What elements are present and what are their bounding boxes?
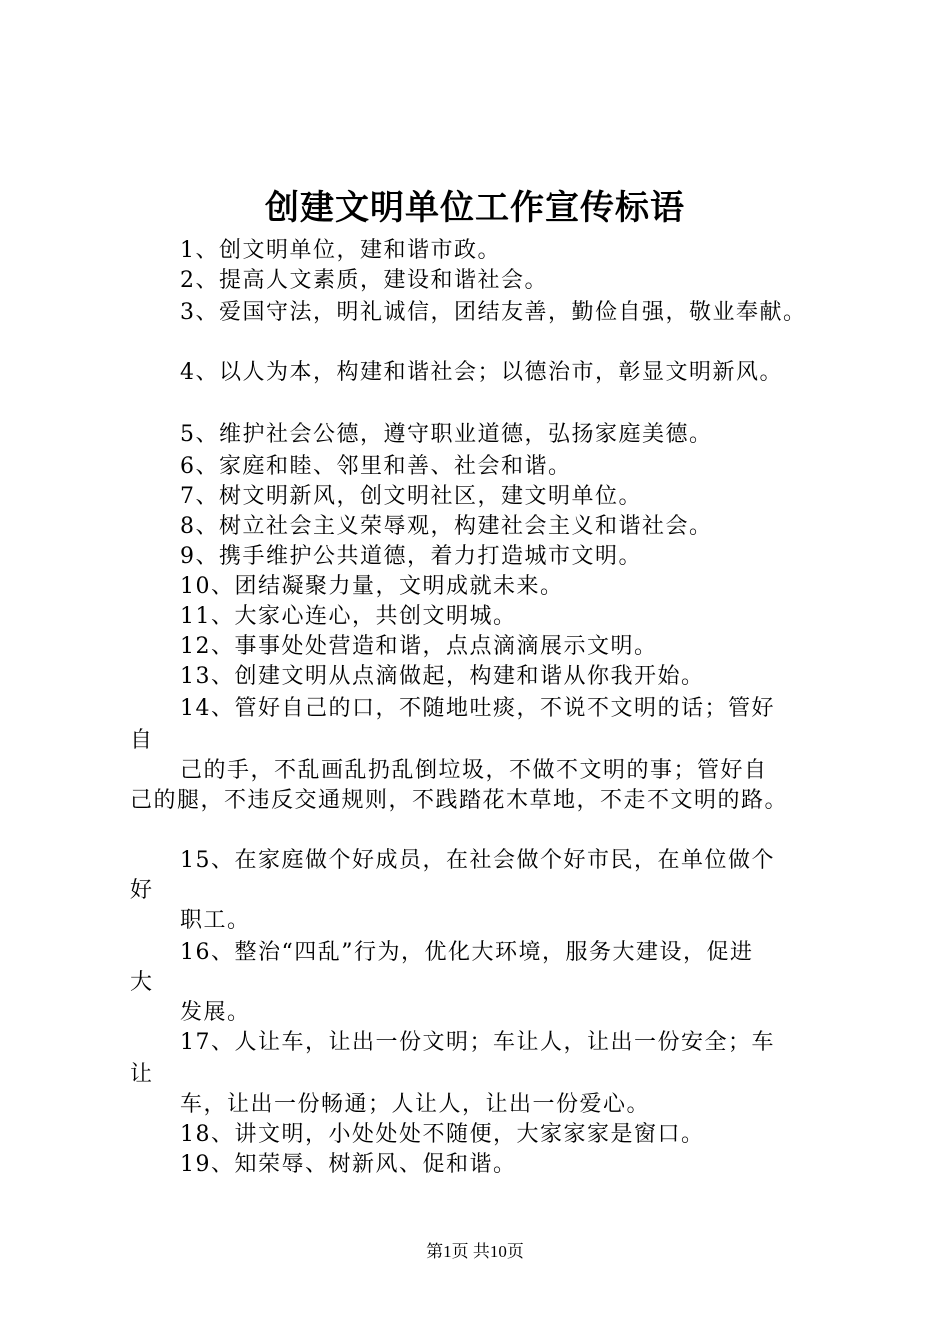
- slogan-line: 让: [130, 1062, 154, 1087]
- slogan-line: 14、管好自己的口，不随地吐痰，不说不文明的话；管好: [180, 696, 775, 721]
- slogan-line: 5、维护社会公德，遵守职业道德，弘扬家庭美德。: [180, 422, 713, 447]
- slogan-line: 16、整治“四乱”行为，优化大环境，服务大建设，促进: [180, 940, 754, 965]
- slogan-line: 11、大家心连心，共创文明城。: [180, 604, 517, 629]
- slogan-line: 发展。: [180, 1000, 251, 1025]
- slogan-line: 8、树立社会主义荣辱观，构建社会主义和谐社会。: [180, 514, 713, 539]
- slogan-line: 4、以人为本，构建和谐社会；以德治市，彰显文明新风。: [180, 360, 783, 385]
- page-number-footer: 第1页 共10页: [426, 1242, 524, 1261]
- slogan-line: 己的腿，不违反交通规则，不践踏花木草地，不走不文明的路。: [130, 788, 789, 813]
- slogan-line: 车，让出一份畅通；人让人，让出一份爱心。: [180, 1092, 651, 1117]
- slogan-line: 好: [130, 878, 154, 903]
- slogan-line: 大: [130, 970, 154, 995]
- slogan-line: 职工。: [180, 908, 251, 933]
- slogan-line: 12、事事处处营造和谐，点点滴滴展示文明。: [180, 634, 658, 659]
- slogan-line: 19、知荣辱、树新风、促和谐。: [180, 1152, 517, 1177]
- slogan-line: 13、创建文明从点滴做起，构建和谐从你我开始。: [180, 664, 705, 689]
- document-title: 创建文明单位工作宣传标语: [265, 188, 685, 228]
- slogan-line: 6、家庭和睦、邻里和善、社会和谐。: [180, 454, 572, 479]
- slogan-line: 17、人让车，让出一份文明；车让人，让出一份安全；车: [180, 1030, 775, 1055]
- slogan-line: 7、树文明新风，创文明社区，建文明单位。: [180, 484, 642, 509]
- slogan-line: 自: [130, 728, 154, 753]
- slogan-line: 己的手，不乱画乱扔乱倒垃圾，不做不文明的事；管好自: [180, 758, 768, 783]
- slogan-line: 3、爱国守法，明礼诚信，团结友善，勤俭自强，敬业奉献。: [180, 300, 807, 325]
- slogan-line: 18、讲文明，小处处处不随便，大家家家是窗口。: [180, 1122, 705, 1147]
- slogan-line: 1、创文明单位，建和谐市政。: [180, 238, 501, 263]
- slogan-line: 15、在家庭做个好成员，在社会做个好市民，在单位做个: [180, 848, 775, 873]
- slogan-line: 10、团结凝聚力量，文明成就未来。: [180, 574, 564, 599]
- slogan-line: 9、携手维护公共道德，着力打造城市文明。: [180, 544, 642, 569]
- slogan-line: 2、提高人文素质，建设和谐社会。: [180, 268, 548, 293]
